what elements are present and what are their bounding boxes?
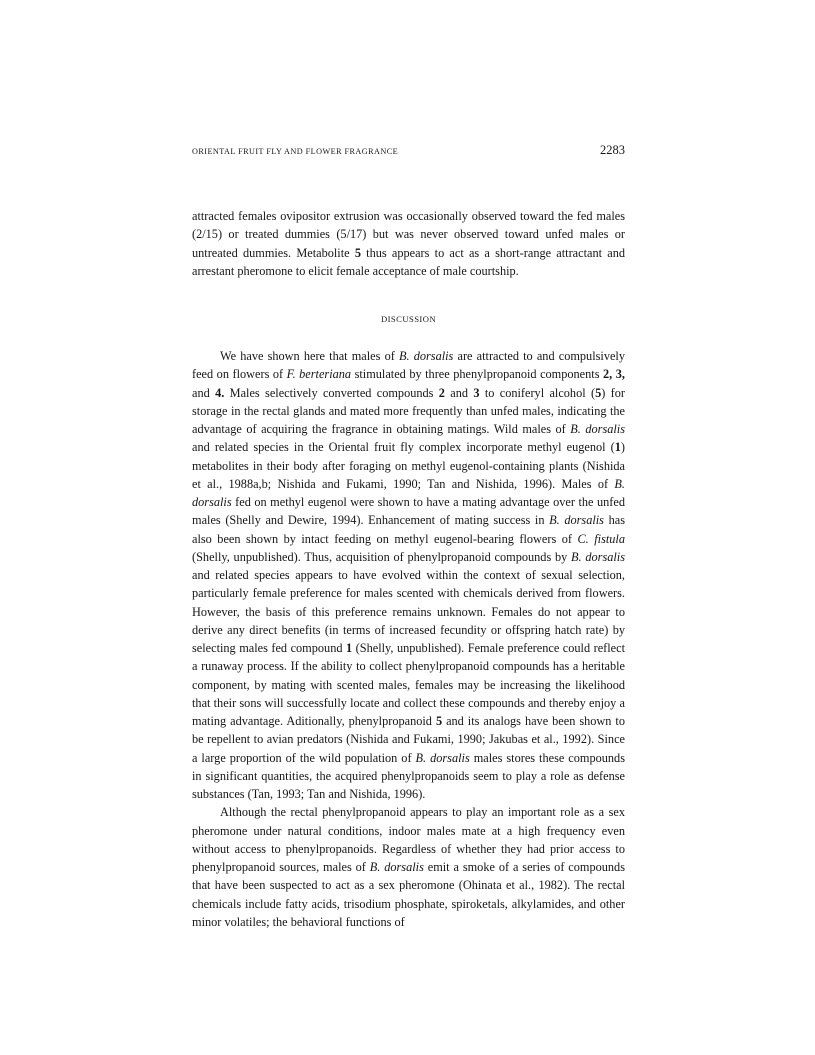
text-run: (Shelly, unpublished). Female preference could reflect a runaway process. If the ability to collect phenylpropanoid compounds has a heritable component, by mating with scented males, females may be increasing the likelihood that their sons will successfully locate and collect these compounds and thereby enjoy a mating advantage. Aditionally, phenylpropanoid: [192, 641, 625, 728]
text-run: attracted females ovipositor extrusion was occasionally observed toward the fed males (2/15) or treated dummies (5/17) but was never observed toward unfed males or untreated dummies. Metabolite: [192, 209, 625, 260]
species-name: B. dorsalis: [549, 513, 604, 528]
text-run: ) for storage in the rectal glands and mated more frequently than unfed males, indicating the advantage of acquiring the fragrance in obtaining matings. Wild males of: [192, 385, 625, 436]
species-name: F. berteriana: [286, 367, 352, 382]
compound-ref: 3: [473, 385, 480, 400]
page-number: 2283: [600, 143, 625, 157]
running-head-title: ORIENTAL FRUIT FLY AND FLOWER FRAGRANCE: [192, 147, 399, 156]
compound-ref: 4.: [215, 385, 225, 400]
section-heading: DISCUSSION: [380, 314, 437, 324]
text-run: Males selectively converted compounds: [224, 385, 439, 400]
species-name: B. dorsalis: [415, 750, 470, 765]
species-name: C. fistula: [577, 531, 625, 546]
compound-ref: 1: [614, 440, 621, 455]
compound-ref: 1: [346, 641, 353, 655]
text-run: are attracted to and compulsively feed on flowers of: [192, 349, 625, 382]
text-run: has also been shown by intact feeding on methyl eugenol-bearing flowers of: [192, 513, 625, 546]
compound-ref: 2: [438, 385, 445, 400]
text-run: (Shelly, unpublished). Thus, acquisition of phenylpropanoid compounds by: [192, 549, 572, 564]
text-run: ) metabolites in their body after foraging on methyl eugenol-containing plants (Nishida et al., 1988a,b; Nishida and Fukami, 1990; Tan and Nishida, 1996). Males of: [192, 440, 625, 491]
text-run: fed on methyl eugenol were shown to have a mating advantage over the unfed males (Shelly and Dewire, 1994). Enhancement of mating success in: [192, 495, 625, 528]
paragraph-continued: [192, 207, 625, 280]
running-head: [192, 143, 625, 163]
discussion-paragraph-2: [192, 803, 625, 931]
species-name: B. dorsalis: [398, 349, 454, 363]
text-run: stimulated by three phenylpropanoid components: [351, 367, 604, 382]
species-name: B. dorsalis: [571, 549, 625, 564]
compound-ref: 5: [595, 385, 602, 400]
species-name: B. dorsalis: [570, 422, 626, 436]
species-name: B. dorsalis: [192, 476, 625, 509]
text-run: We have shown here that males of: [220, 349, 399, 363]
text-run: and: [444, 385, 474, 400]
compound-ref: 5: [354, 245, 361, 260]
compound-ref: 2,: [603, 367, 613, 382]
compound-ref: 3,: [615, 367, 625, 382]
text-run: and its analogs have been shown to be repellent to avian predators (Nishida and Fukami, 1990; Jakubas et al., 1992). Since a large proportion of the wild population of: [192, 714, 625, 765]
text-run: to coniferyl alcohol (: [479, 385, 596, 400]
text-run: males stores these compounds in significant quantities, the acquired phenylpropanoids seem to play a role as defense substances (Tan, 1993; Tan and Nishida, 1996).: [192, 750, 625, 801]
page: [192, 143, 625, 931]
species-name: B. dorsalis: [369, 860, 424, 874]
text-run: and related species in the Oriental fruit fly complex incorporate methyl eugenol (: [192, 440, 615, 455]
discussion-paragraph-1: [192, 347, 625, 803]
text-run: Although the rectal phenylpropanoid appears to play an important role as a sex pheromone under natural conditions, indoor males mate at a high frequency even without access to phenylpropanoids. Regardless of whether they had prior access to phenylpropanoid sources, males of: [192, 805, 625, 874]
text-run: and: [192, 385, 216, 400]
text-run: and related species appears to have evolved within the context of sexual selection, particularly female preference for males scented with chemicals derived from flowers. However, the basis of this preference remains unknown. Females do not appear to derive any direct benefits (in terms of increased fecundity or offspring hatch rate) by selecting males fed compound: [192, 568, 625, 655]
compound-ref: 5: [435, 714, 443, 728]
text-run: emit a smoke of a series of compounds that have been suspected to act as a sex pheromone (Ohinata et al., 1982). The rectal chemicals include fatty acids, trisodium phosphate, spiroketals, alkylamides, and other minor volatiles; the behavioral functions of: [192, 860, 625, 929]
text-run: thus appears to act as a short-range attractant and arrestant pheromone to elicit female acceptance of male courtship.: [192, 245, 625, 278]
